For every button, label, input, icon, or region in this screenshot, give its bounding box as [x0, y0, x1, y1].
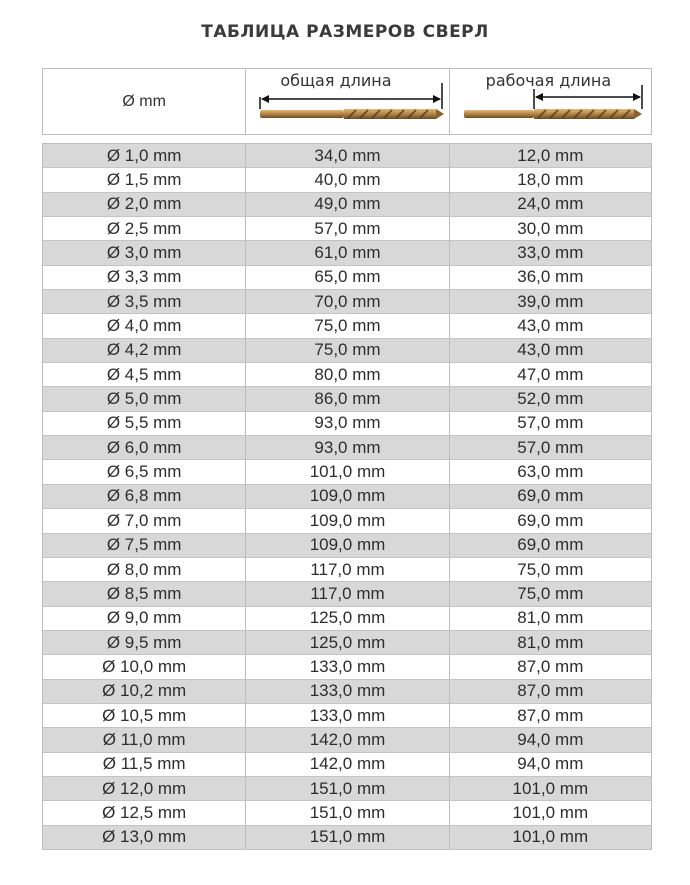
table-row	[43, 655, 651, 679]
cell-total-length: 142,0 mm	[246, 753, 449, 777]
cell-diameter: Ø 7,5 mm	[43, 534, 246, 558]
table-row	[43, 436, 651, 460]
drill-size-table	[42, 68, 652, 850]
cell-total-length: 109,0 mm	[246, 509, 449, 533]
cell-diameter: Ø 5,5 mm	[43, 412, 246, 436]
cell-working-length: 30,0 mm	[450, 217, 651, 241]
table-row	[43, 339, 651, 363]
cell-working-length: 69,0 mm	[450, 534, 651, 558]
table-row	[43, 801, 651, 825]
table-body	[42, 143, 652, 850]
cell-working-length: 24,0 mm	[450, 193, 651, 217]
cell-working-length: 101,0 mm	[450, 826, 651, 850]
cell-diameter: Ø 4,2 mm	[43, 339, 246, 363]
cell-diameter: Ø 6,5 mm	[43, 460, 246, 484]
cell-diameter: Ø 8,0 mm	[43, 558, 246, 582]
cell-total-length: 70,0 mm	[246, 290, 449, 314]
cell-working-length: 63,0 mm	[450, 460, 651, 484]
cell-total-length: 151,0 mm	[246, 777, 449, 801]
cell-working-length: 101,0 mm	[450, 777, 651, 801]
table-row	[43, 144, 651, 168]
cell-total-length: 151,0 mm	[246, 801, 449, 825]
cell-working-length: 94,0 mm	[450, 753, 651, 777]
cell-diameter: Ø 4,5 mm	[43, 363, 246, 387]
cell-working-length: 36,0 mm	[450, 266, 651, 290]
table-row	[43, 607, 651, 631]
cell-total-length: 80,0 mm	[246, 363, 449, 387]
cell-total-length: 109,0 mm	[246, 534, 449, 558]
cell-total-length: 125,0 mm	[246, 607, 449, 631]
table-row	[43, 217, 651, 241]
cell-total-length: 151,0 mm	[246, 826, 449, 850]
cell-total-length: 40,0 mm	[246, 168, 449, 192]
cell-total-length: 133,0 mm	[246, 704, 449, 728]
cell-working-length: 12,0 mm	[450, 144, 651, 168]
table-row	[43, 753, 651, 777]
cell-working-length: 94,0 mm	[450, 728, 651, 752]
table-row	[43, 631, 651, 655]
cell-working-length: 87,0 mm	[450, 680, 651, 704]
cell-working-length: 33,0 mm	[450, 241, 651, 265]
table-row	[43, 241, 651, 265]
table-row	[43, 777, 651, 801]
cell-working-length: 81,0 mm	[450, 607, 651, 631]
table-row	[43, 558, 651, 582]
cell-diameter: Ø 8,5 mm	[43, 582, 246, 606]
table-row	[43, 704, 651, 728]
cell-total-length: 75,0 mm	[246, 314, 449, 338]
header-total-length-label: общая длина	[280, 71, 392, 90]
table-row	[43, 509, 651, 533]
cell-diameter: Ø 6,8 mm	[43, 485, 246, 509]
cell-diameter: Ø 10,0 mm	[43, 655, 246, 679]
header-working-length-label: рабочая длина	[485, 71, 612, 90]
table-row	[43, 193, 651, 217]
cell-diameter: Ø 3,0 mm	[43, 241, 246, 265]
cell-total-length: 86,0 mm	[246, 387, 449, 411]
table-row	[43, 314, 651, 338]
cell-working-length: 43,0 mm	[450, 339, 651, 363]
page-title: ТАБЛИЦА РАЗМЕРОВ СВЕРЛ	[201, 22, 489, 42]
cell-total-length: 125,0 mm	[246, 631, 449, 655]
cell-diameter: Ø 3,3 mm	[43, 266, 246, 290]
table-row	[43, 412, 651, 436]
cell-diameter: Ø 4,0 mm	[43, 314, 246, 338]
cell-working-length: 81,0 mm	[450, 631, 651, 655]
cell-total-length: 133,0 mm	[246, 655, 449, 679]
cell-working-length: 75,0 mm	[450, 582, 651, 606]
cell-diameter: Ø 5,0 mm	[43, 387, 246, 411]
cell-diameter: Ø 3,5 mm	[43, 290, 246, 314]
table-row	[43, 266, 651, 290]
table-row	[43, 680, 651, 704]
header-total-length	[246, 69, 449, 134]
cell-diameter: Ø 2,0 mm	[43, 193, 246, 217]
cell-total-length: 65,0 mm	[246, 266, 449, 290]
cell-working-length: 18,0 mm	[450, 168, 651, 192]
table-row	[43, 485, 651, 509]
cell-diameter: Ø 7,0 mm	[43, 509, 246, 533]
cell-diameter: Ø 9,0 mm	[43, 607, 246, 631]
cell-total-length: 109,0 mm	[246, 485, 449, 509]
cell-diameter: Ø 1,0 mm	[43, 144, 246, 168]
cell-total-length: 101,0 mm	[246, 460, 449, 484]
cell-diameter: Ø 10,2 mm	[43, 680, 246, 704]
cell-working-length: 87,0 mm	[450, 655, 651, 679]
cell-diameter: Ø 12,5 mm	[43, 801, 246, 825]
table-row	[43, 728, 651, 752]
cell-working-length: 47,0 mm	[450, 363, 651, 387]
cell-total-length: 117,0 mm	[246, 558, 449, 582]
table-row	[43, 534, 651, 558]
cell-working-length: 43,0 mm	[450, 314, 651, 338]
cell-working-length: 69,0 mm	[450, 485, 651, 509]
cell-total-length: 133,0 mm	[246, 680, 449, 704]
cell-working-length: 69,0 mm	[450, 509, 651, 533]
table-header	[42, 68, 652, 135]
table-row	[43, 363, 651, 387]
cell-total-length: 75,0 mm	[246, 339, 449, 363]
header-diameter: Ø mm	[43, 69, 246, 134]
cell-diameter: Ø 11,5 mm	[43, 753, 246, 777]
cell-working-length: 75,0 mm	[450, 558, 651, 582]
cell-total-length: 34,0 mm	[246, 144, 449, 168]
cell-diameter: Ø 1,5 mm	[43, 168, 246, 192]
cell-diameter: Ø 12,0 mm	[43, 777, 246, 801]
cell-diameter: Ø 10,5 mm	[43, 704, 246, 728]
cell-total-length: 117,0 mm	[246, 582, 449, 606]
cell-working-length: 39,0 mm	[450, 290, 651, 314]
cell-total-length: 49,0 mm	[246, 193, 449, 217]
cell-working-length: 101,0 mm	[450, 801, 651, 825]
cell-total-length: 93,0 mm	[246, 412, 449, 436]
table-row	[43, 290, 651, 314]
cell-working-length: 52,0 mm	[450, 387, 651, 411]
cell-working-length: 57,0 mm	[450, 412, 651, 436]
cell-total-length: 142,0 mm	[246, 728, 449, 752]
cell-diameter: Ø 9,5 mm	[43, 631, 246, 655]
cell-total-length: 57,0 mm	[246, 217, 449, 241]
cell-working-length: 87,0 mm	[450, 704, 651, 728]
cell-working-length: 57,0 mm	[450, 436, 651, 460]
table-row	[43, 582, 651, 606]
header-working-length	[450, 69, 651, 134]
table-row	[43, 168, 651, 192]
table-row	[43, 826, 651, 850]
cell-total-length: 93,0 mm	[246, 436, 449, 460]
table-row	[43, 460, 651, 484]
table-row	[43, 387, 651, 411]
cell-diameter: Ø 11,0 mm	[43, 728, 246, 752]
cell-diameter: Ø 2,5 mm	[43, 217, 246, 241]
cell-diameter: Ø 6,0 mm	[43, 436, 246, 460]
cell-diameter: Ø 13,0 mm	[43, 826, 246, 850]
cell-total-length: 61,0 mm	[246, 241, 449, 265]
